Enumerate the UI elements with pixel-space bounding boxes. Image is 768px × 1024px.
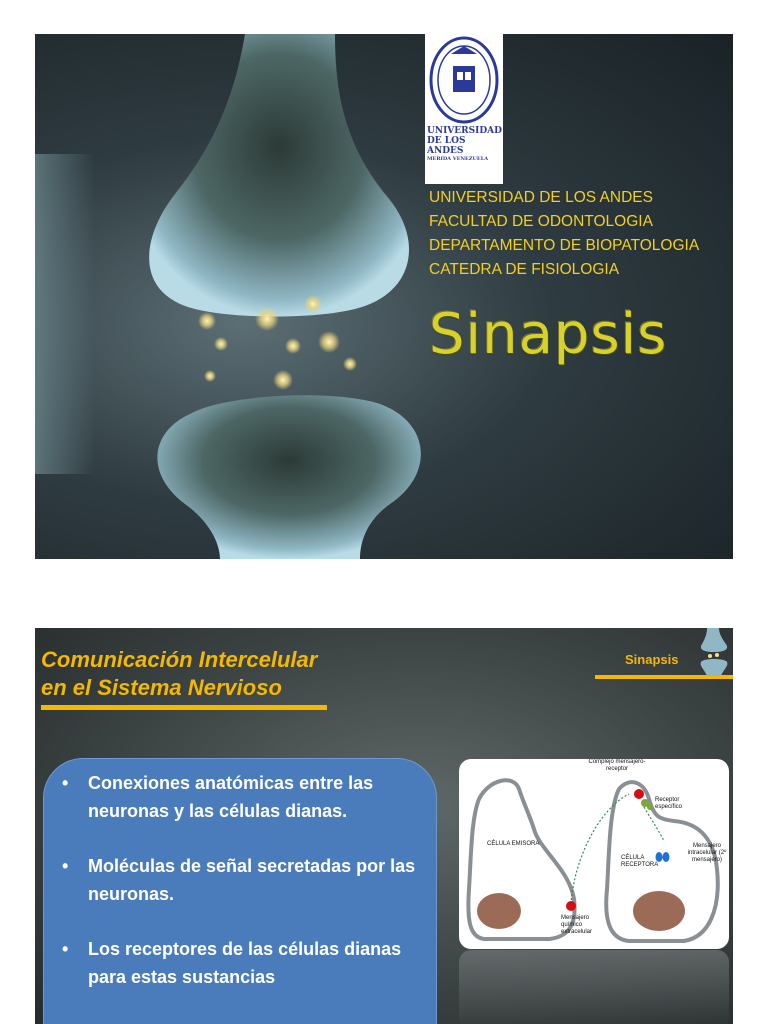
slide-heading <box>41 646 317 702</box>
synapse-illustration <box>35 34 733 559</box>
institution-line: CATEDRA DE FISIOLOGIA <box>429 261 620 278</box>
chemical-messenger-dot <box>566 901 576 911</box>
receptor-complex-dot <box>634 789 644 799</box>
vesicle <box>343 357 357 371</box>
bullet-item: • Los receptores de las células dianas para estas sustancias <box>88 935 416 991</box>
vesicle <box>304 295 322 313</box>
label-emitter: CÉLULA EMISORA <box>487 841 540 847</box>
heading-line-1: Comunicación Intercelular <box>41 647 318 672</box>
vesicle <box>318 331 340 353</box>
slide-title: Sinapsis <box>429 302 668 367</box>
bullet-list <box>44 759 436 991</box>
logo-line-2: DE LOS ANDES <box>427 136 466 156</box>
label-chemical: Mensajero químico extracelular <box>561 915 593 935</box>
label-intracellular: Mensajero intracelular (2º mensajero) <box>687 843 727 863</box>
vesicle <box>204 370 216 382</box>
vesicle <box>214 337 228 351</box>
vesicle <box>255 307 279 331</box>
second-messenger-dot <box>656 852 663 862</box>
diagram-reflection <box>459 950 729 1024</box>
vesicle <box>198 312 216 330</box>
vesicle <box>285 338 301 354</box>
heading-line-2: en el Sistema Nervioso <box>41 675 282 700</box>
university-seal-icon <box>429 36 499 124</box>
synapse-thumbnail-icon <box>695 628 733 676</box>
bullet-item: • Conexiones anatómicas entre las neuronas y las células dianas. <box>88 769 416 825</box>
bullet-panel <box>43 758 437 1024</box>
receptor-dot-2 <box>647 804 653 810</box>
cell-communication-diagram <box>459 759 729 949</box>
label-receptor: Receptor específico <box>655 797 683 810</box>
institution-line: UNIVERSIDAD DE LOS ANDES <box>429 189 653 206</box>
label-target: CÉLULA RECEPTORA <box>621 855 659 868</box>
university-logo <box>425 34 503 184</box>
content-slide <box>35 628 733 1024</box>
bullet-item: • Moléculas de señal secretadas por las neuronas. <box>88 852 416 908</box>
vesicle <box>273 370 293 390</box>
heading-underline <box>41 705 327 710</box>
label-complex: Complejo mensajero-receptor <box>588 759 646 772</box>
institution-line: FACULTAD DE ODONTOLOGIA <box>429 213 653 230</box>
institution-line: DEPARTAMENTO DE BIOPATOLOGIA <box>429 237 700 254</box>
institution-block <box>429 186 729 282</box>
logo-line-3: MERIDA VENEZUELA <box>427 156 489 162</box>
title-slide <box>35 34 733 559</box>
logo-line-1: UNIVERSIDAD <box>427 126 502 136</box>
second-messenger-dot <box>663 852 670 862</box>
section-tag: Sinapsis <box>625 652 679 667</box>
